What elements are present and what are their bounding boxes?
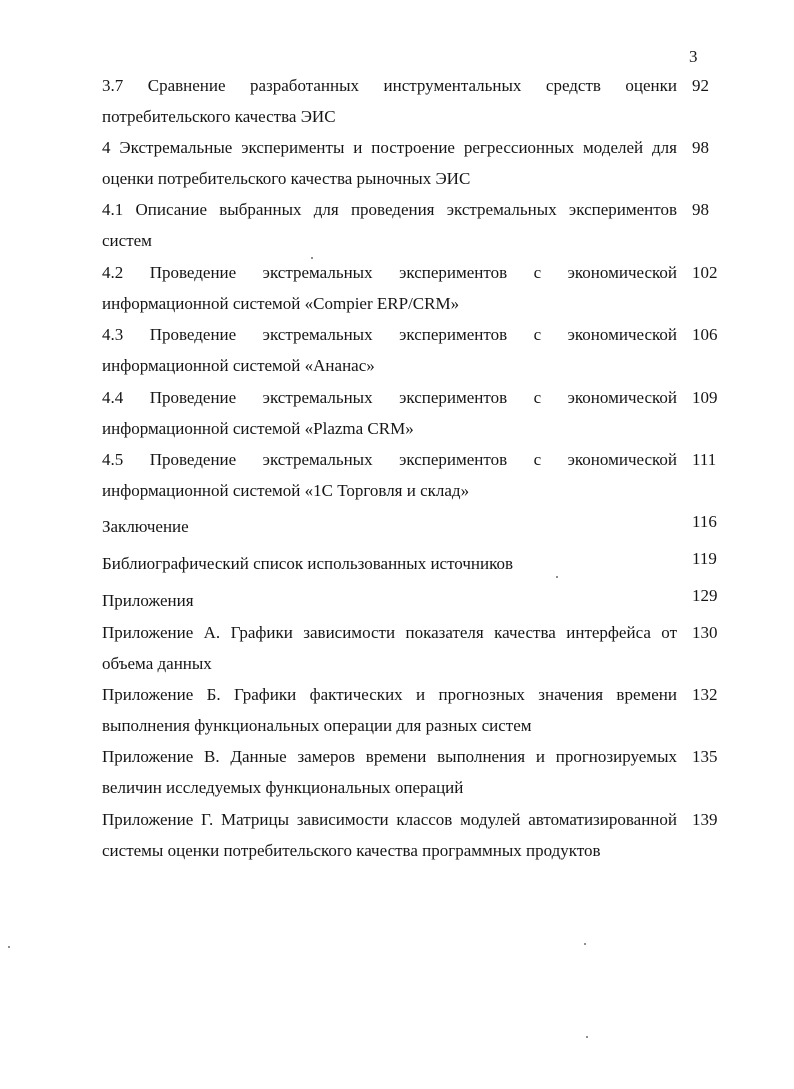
scan-speck (556, 576, 558, 578)
toc-entry-title: 4.5 Проведение экстремальных экспериментов с экономической информационной системой «1С Торговля и склад» (102, 450, 677, 500)
toc-entry-conclusion (102, 511, 717, 542)
toc-entry-4-5 (102, 444, 717, 506)
toc-entry-title: 3.7 Сравнение разработанных инструментальных средств оценки потребительского качества ЭИС (102, 76, 677, 126)
page-number: 3 (689, 47, 698, 66)
toc-entry-title: Приложения (102, 591, 194, 610)
scan-speck (586, 1036, 588, 1038)
scan-speck (311, 257, 313, 259)
toc-entry-page: 92 (692, 76, 709, 95)
toc-entry-4-4 (102, 382, 718, 444)
toc-entry-page: 116 (692, 512, 717, 531)
toc-entry-page: 111 (692, 450, 717, 469)
toc-entry-page: 98 (692, 138, 709, 157)
toc-entry-page: 98 (692, 200, 709, 219)
toc-entry-page: 139 (692, 810, 718, 829)
toc-entry-title: Приложение Б. Графики фактических и прогнозных значения времени выполнения функциональных операции для разных систем (102, 685, 677, 735)
toc-entry-appendix-g (102, 804, 718, 866)
toc-entry-appendix-a (102, 617, 718, 679)
toc-entry-title: 4.2 Проведение экстремальных экспериментов с экономической информационной системой «Compier ERP/CRM» (102, 263, 677, 313)
toc-entry-page: 130 (692, 623, 718, 642)
toc-entry-page: 135 (692, 747, 718, 766)
toc-entry-title: 4 Экстремальные эксперименты и построение регрессионных моделей для оценки потребительского качества рыночных ЭИС (102, 138, 677, 188)
toc-entry-title: Приложение В. Данные замеров времени выполнения и прогнозируемых величин исследуемых функциональных операций (102, 747, 677, 797)
toc-entry-title: 4.3 Проведение экстремальных экспериментов с экономической информационной системой «Ананас» (102, 325, 677, 375)
toc-entry-title: 4.1 Описание выбранных для проведения экстремальных экспериментов систем (102, 200, 677, 250)
toc-entry-4-2 (102, 257, 718, 319)
toc-entry-title: Приложение Г. Матрицы зависимости классов модулей автоматизированной системы оценки потребительского качества программных продуктов (102, 810, 677, 860)
toc-entry-bibliography (102, 548, 717, 579)
toc-entry-title: Заключение (102, 517, 189, 536)
toc-entry-appendix-b (102, 679, 718, 741)
toc-entry-page: 109 (692, 388, 718, 407)
toc-entry-4 (102, 132, 709, 194)
toc-entry-title: Библиографический список использованных источников (102, 554, 514, 573)
toc-entry-3-7 (102, 70, 709, 132)
toc-entry-page: 106 (692, 325, 718, 344)
toc-entry-4-3 (102, 319, 718, 381)
toc-entry-page: 102 (692, 263, 718, 282)
toc-entry-title: Приложение А. Графики зависимости показателя качества интерфейса от объема данных (102, 623, 677, 673)
toc-entry-title: 4.4 Проведение экстремальных экспериментов с экономической информационной системой «Plazma CRM» (102, 388, 677, 438)
scan-speck (8, 946, 10, 948)
toc-entry-page: 132 (692, 685, 718, 704)
toc-entry-appendices (102, 585, 718, 616)
toc-entry-appendix-v (102, 741, 718, 803)
toc-entry-page: 119 (692, 549, 717, 568)
toc-entry-4-1 (102, 194, 709, 256)
scan-speck (584, 943, 586, 945)
toc-entry-page: 129 (692, 586, 718, 605)
